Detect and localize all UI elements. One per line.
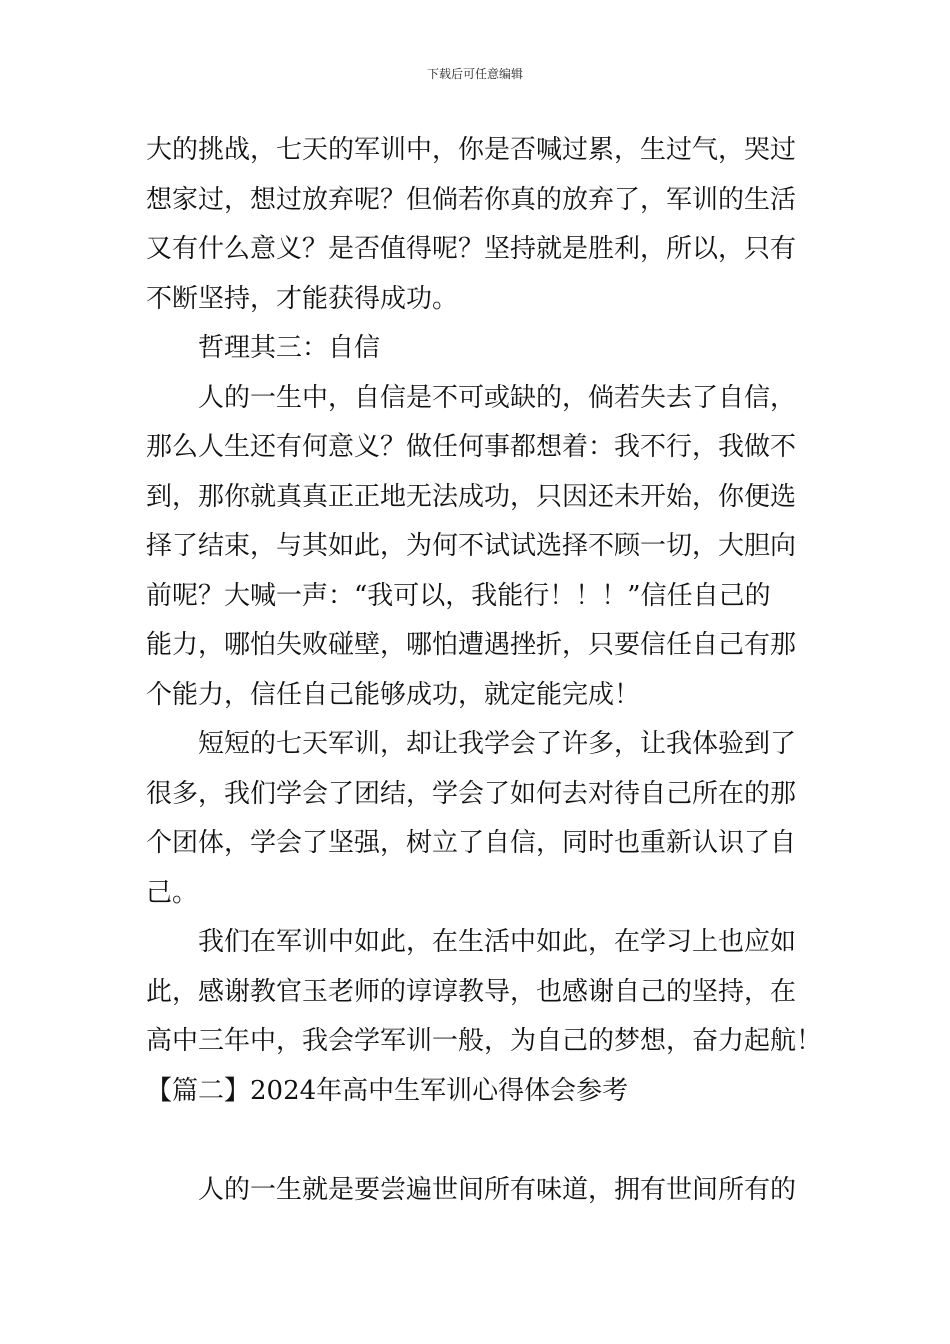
article-section-title: 【篇二】2024年高中生军训心得体会参考 — [146, 1075, 629, 1106]
paragraph-line: 己。 — [146, 877, 199, 908]
paragraph-line: 到，那你就真真正正地无法成功，只因还未开始，你便选 — [146, 481, 797, 512]
paragraph-line: 不断坚持，才能获得成功。 — [146, 283, 459, 314]
blank-line — [146, 1116, 810, 1166]
paragraph-line: 很多，我们学会了团结，学会了如何去对待自己所在的那 — [146, 778, 797, 809]
paragraph-line: 短短的七天军训，却让我学会了许多，让我体验到了 — [198, 729, 797, 759]
paragraph-line: 那么人生还有何意义？做任何事都想着：我不行，我做不 — [146, 432, 797, 462]
paragraph-line: 人的一生就是要尝遍世间所有味道，拥有世间所有的 — [198, 1174, 797, 1205]
section-heading: 哲理其三：自信 — [198, 333, 381, 363]
paragraph-line: 此，感谢教官玉老师的谆谆教导，也感谢自己的坚持，在 — [146, 976, 797, 1007]
paragraph-line: 个能力，信任自己能够成功，就定能完成！ — [146, 679, 641, 710]
paragraph-line: 择了结束，与其如此，为何不试试选择不顾一切，大胆向 — [146, 531, 797, 561]
paragraph-line: 个团体，学会了坚强，树立了自信，同时也重新认识了自 — [146, 828, 797, 858]
document-body — [146, 126, 823, 1215]
paragraph-line: 能力，哪怕失败碰壁，哪怕遭遇挫折，只要信任自己有那 — [146, 630, 797, 660]
paragraph-line: 高中三年中，我会学军训一般，为自己的梦想，奋力起航！ — [146, 1026, 823, 1056]
paragraph-line: 人的一生中，自信是不可或缺的，倘若失去了自信， — [198, 382, 797, 413]
paragraph-line: 又有什么意义？是否值得呢？坚持就是胜利，所以，只有 — [146, 234, 797, 264]
paragraph-line: 前呢？大喊一声：“我可以，我能行！！！”信任自己的 — [146, 580, 771, 611]
paragraph-line: 想家过，想过放弃呢？但倘若你真的放弃了，军训的生活 — [146, 184, 797, 215]
paragraph-line: 我们在军训中如此，在生活中如此，在学习上也应如 — [198, 927, 797, 957]
paragraph-line: 大的挑战，七天的军训中，你是否喊过累，生过气，哭过 — [146, 135, 797, 165]
page-header: 下载后可任意编辑 — [426, 67, 523, 81]
